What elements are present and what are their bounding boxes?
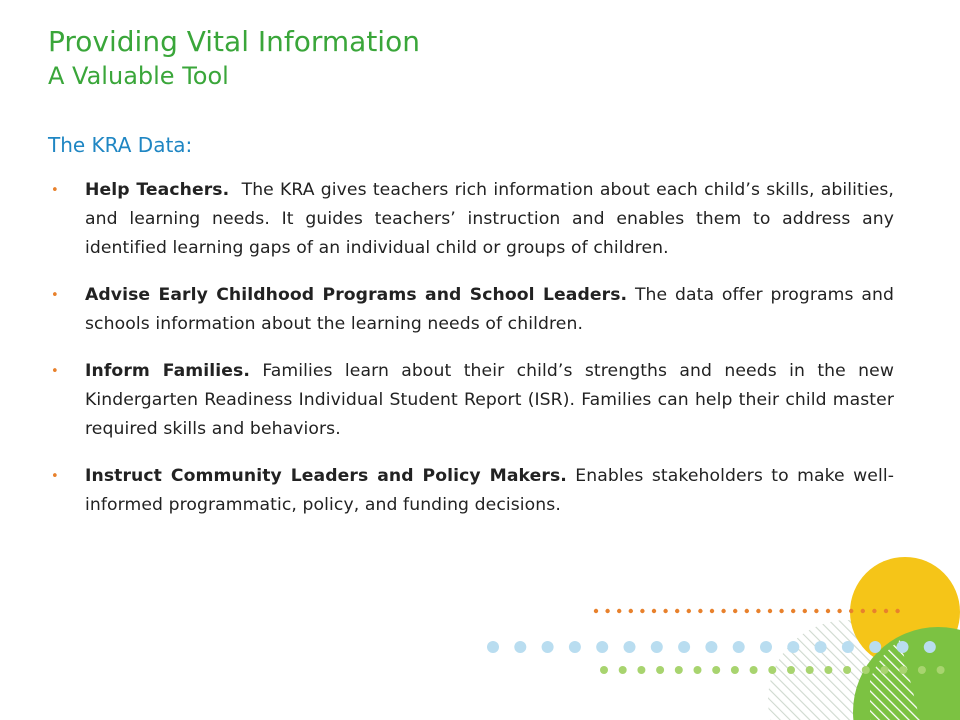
bullet-lead: Inform Families. — [85, 361, 250, 381]
orange-dot — [814, 609, 818, 613]
blue-dot — [705, 641, 717, 653]
orange-dot — [721, 609, 725, 613]
green-dot — [787, 666, 795, 674]
orange-dot — [594, 609, 598, 613]
blue-dot — [760, 641, 772, 653]
orange-dot — [768, 609, 772, 613]
bullet-lead: Help Teachers. — [85, 180, 230, 200]
orange-dot — [652, 609, 656, 613]
green-dot — [806, 666, 814, 674]
green-dot — [600, 666, 608, 674]
green-dot — [862, 666, 870, 674]
orange-dot — [698, 609, 702, 613]
bullet-item-help-teachers — [48, 176, 900, 263]
orange-dot — [733, 609, 737, 613]
decorative-circles-and-dots — [470, 548, 960, 720]
bullet-text: Enables stakeholders to make well-informed programmatic, policy, and funding decisions. — [85, 466, 894, 515]
green-dot — [675, 666, 683, 674]
blue-dot — [733, 641, 745, 653]
bullet-lead: Instruct Community Leaders and Policy Makers. — [85, 466, 567, 486]
blue-dot — [869, 641, 881, 653]
green-dot — [768, 666, 776, 674]
orange-dot — [872, 609, 876, 613]
orange-dot — [826, 609, 830, 613]
orange-dot — [791, 609, 795, 613]
bullet-marker: • — [51, 469, 59, 484]
bullet-marker: • — [51, 364, 59, 379]
blue-dot — [487, 641, 499, 653]
blue-dot — [815, 641, 827, 653]
slide-subtitle: A Valuable Tool — [48, 62, 229, 90]
blue-dot — [678, 641, 690, 653]
green-dot — [899, 666, 907, 674]
green-dot — [731, 666, 739, 674]
bullet-item-inform-families — [48, 357, 900, 444]
green-dot — [918, 666, 926, 674]
blue-dot — [842, 641, 854, 653]
bullet-marker: • — [51, 288, 59, 303]
green-dot — [843, 666, 851, 674]
blue-dot — [651, 641, 663, 653]
bullet-list — [48, 176, 900, 520]
green-dot — [824, 666, 832, 674]
orange-dot — [640, 609, 644, 613]
green-dot — [694, 666, 702, 674]
slide-title: Providing Vital Information — [48, 25, 420, 58]
green-dot — [656, 666, 664, 674]
bullet-lead: Advise Early Childhood Programs and School Leaders. — [85, 285, 628, 305]
bullet-text: Families learn about their child’s strengths and needs in the new Kindergarten Readiness Individual Student Report (ISR). Families can help their child master required skills and behaviors. — [85, 361, 900, 439]
bullet-item-instruct-leaders — [48, 462, 894, 520]
blue-dot — [542, 641, 554, 653]
green-dot — [619, 666, 627, 674]
blue-dot — [924, 641, 936, 653]
orange-dot — [617, 609, 621, 613]
orange-dot — [895, 609, 899, 613]
green-dot — [881, 666, 889, 674]
bullet-item-advise-programs — [48, 281, 900, 339]
orange-dot — [687, 609, 691, 613]
green-dot — [637, 666, 645, 674]
bullet-marker: • — [51, 183, 59, 198]
green-dot — [937, 666, 945, 674]
orange-dot — [710, 609, 714, 613]
orange-dot — [745, 609, 749, 613]
bullet-text: The KRA gives teachers rich information about each child’s skills, abilities, and learning needs. It guides teachers’ instruction and enables them to address any identified learning gaps of an individual child or groups of children. — [85, 180, 900, 258]
bullet-text: The data offer programs and schools information about the learning needs of children. — [85, 285, 900, 334]
orange-dot — [629, 609, 633, 613]
blue-dot — [596, 641, 608, 653]
orange-dot — [663, 609, 667, 613]
blue-dot — [787, 641, 799, 653]
blue-dot — [897, 641, 909, 653]
blue-dot — [624, 641, 636, 653]
orange-dot — [837, 609, 841, 613]
decorative-graphic — [470, 548, 960, 720]
blue-dot — [514, 641, 526, 653]
orange-dot — [756, 609, 760, 613]
orange-dot — [803, 609, 807, 613]
green-dot — [750, 666, 758, 674]
section-heading: The KRA Data: — [48, 133, 193, 157]
blue-dot — [569, 641, 581, 653]
orange-dot — [849, 609, 853, 613]
orange-dot — [675, 609, 679, 613]
orange-dot — [884, 609, 888, 613]
orange-dot — [779, 609, 783, 613]
green-dot — [712, 666, 720, 674]
orange-dot — [861, 609, 865, 613]
orange-dot — [605, 609, 609, 613]
